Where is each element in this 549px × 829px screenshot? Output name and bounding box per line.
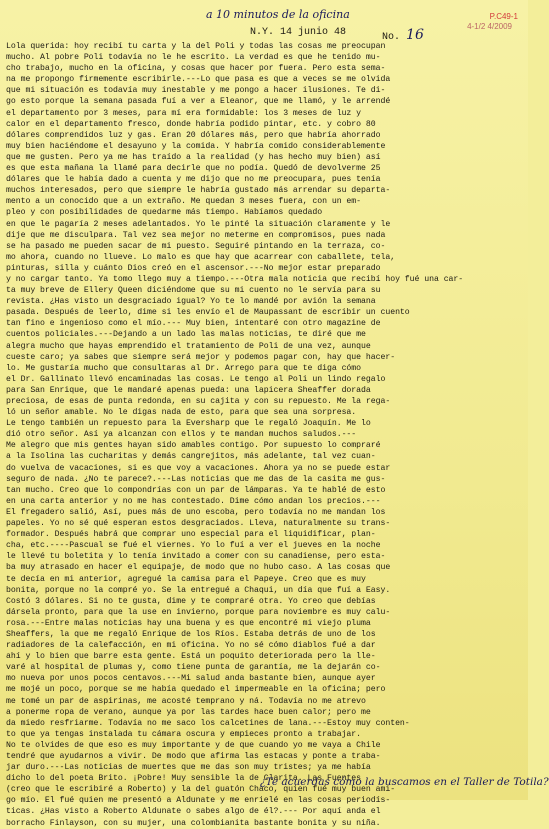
body-line: para San Enrique, que le mandaré apenas pueda: una lapicera Sheaffer dorada <box>6 385 371 395</box>
body-line: muy bien haciéndome el desayuno y la comida. Y habría comido considerablemente <box>6 141 386 151</box>
body-line: ló un señor amable. No le digas nada de esto, para que sea una sorpresa. <box>6 408 357 418</box>
body-line: a la Isolina las cucharitas y demás cangrejitos, más adelante, tal vez cuan- <box>6 452 376 462</box>
body-line: muchos interesados, pero que siempre le habría gustado más arrendar su departa- <box>6 186 391 196</box>
body-line: ba muy atrasado en hacer el equipaje, de modo que no hubo caso. A las cosas que <box>6 563 391 573</box>
body-line: Lola querida: hoy recibí tu carta y la del Poli y todas las cosas me preocupan <box>6 42 386 51</box>
body-line: pleo y con posibilidades de quedarme más tiempo. Habíamos quedado <box>6 208 323 218</box>
body-line: dió otro señor. Así ya alcanzan con ellos y te mandan muchos saludos.--- <box>6 430 357 440</box>
body-line: varé al hospital de plumas y, como tiene punta de garantía, me la dejarán co- <box>6 663 381 673</box>
body-line: bonita, porque no la compré yo. Se la entregué a Chaqui, un día que fuí a Easy. <box>6 585 391 595</box>
body-line: dársela pronto, para que la use en invierno, porque para noviembre es muy calu- <box>6 607 391 617</box>
body-line: tendré que ayudarnos a vivir. De modo que afirma las estacas y ponte a traba- <box>6 752 381 761</box>
body-line: calor en el departamento fresco, donde habría podido pintar, etc. y cobro 80 <box>6 119 376 129</box>
letter-number-value: 16 <box>406 27 424 43</box>
archive-reference: P.C49-1 <box>489 12 518 21</box>
body-line: papeles. Yo no sé qué esperan estos desgraciados. Lleva, naturalmente su trans- <box>6 519 391 529</box>
body-line: tan mucho. Creo que lo compondrías con un par de lámparas. Ya te hablé de esto <box>6 485 386 495</box>
body-line: me tomé un par de aspirinas, me acosté temprano y ná. Todavía no me atrevo <box>6 696 366 706</box>
handwritten-postscript: ¿Te acuerdas cómo la buscamos en el Taller de Totila? <box>260 776 549 788</box>
body-line: a ponerme ropa de verano, aunque ya por las tardes hace buen calor; pero me <box>6 707 371 717</box>
body-line: No te olvides de que eso es muy importante y de que cuando yo me vaya a Chile <box>6 740 381 750</box>
body-line: mento a un conocido que a un extraño. Me quedan 3 meses fuera, con un em- <box>6 197 362 207</box>
body-line: El fregadero salió, Así, pues más de uno escoba, pero todavía no me mandan los <box>6 507 386 517</box>
body-line: tan fino e ingenioso como el mío.--- Muy bien, intentaré con otro magazine de <box>6 319 381 329</box>
body-line: dólares que le había dado a cuenta y me dijo que no me preocupara, pues tenía <box>6 175 381 185</box>
body-line: Sheaffers, la que me regaló Enrique de los Ríos. Estaba detrás de uno de los <box>6 629 376 639</box>
body-line: se ha pasado me pueden sacar de mi puesto. Seguiré pintando en la terraza, co- <box>6 241 386 251</box>
body-line: ticas. ¿Has visto a Roberto Aldunate o sabes algo de él?.--- Por aquí anda el <box>6 807 381 817</box>
body-line: seguro de nada. ¿No te parece?.---Las noticias que me das de la casita me gus- <box>6 474 386 484</box>
body-line: dije que me disculpara. Tal vez sea mejor no meterme en compromisos, pues nada <box>6 230 386 240</box>
body-line: cha, etc.----Pascual se fué el viernes. Yo lo fuí a ver el jueves en la noche <box>6 541 381 551</box>
body-line: es que esta mañana la llamé para decirle que no podía. Quedó de devolverme 25 <box>6 164 381 174</box>
handwritten-annotation-top: a 10 minutos de la oficina <box>206 8 350 21</box>
body-line: mo ahora, cuando no llueve. Lo malo es que hay que acarrear con caballete, tela, <box>6 252 396 262</box>
body-line: el Dr. Gallinato llevó encaminadas las cosas. Le tengo al Poli un lindo regalo <box>6 374 386 384</box>
body-line: dólares comprendidos luz y gas. Eran 20 dólares más, pero que habría ahorrado <box>6 130 381 140</box>
body-line: el departamento por 3 meses, para mí era formidable: los 3 meses de luz y <box>6 108 362 118</box>
place-date: N.Y. 14 junio 48 <box>250 27 347 38</box>
body-line: borracho Finlayson, con su mujer, una colombianita bastante bonita y su niña. <box>6 818 381 828</box>
body-line: na me propongo firmemente escribirle.---Lo que pasa es que a veces se me olvida <box>6 75 391 85</box>
body-line: alegra mucho que hayas emprendido el tratamiento de Poli de una vez, aunque <box>6 341 371 351</box>
letter-number-label: No. <box>382 32 401 43</box>
body-line: Costó 3 dólares. Si no te gusta, dime y te compraré otra. Yo creo que debías <box>6 596 376 606</box>
body-line: go mío. El fué quien me presentó a Aldunate y me enrielé en las cosas periodís- <box>6 796 391 806</box>
body-line: revista. ¿Has visto un desgraciado igual? Yo te lo mandé por avión la semana <box>6 297 376 307</box>
body-line: radiadores de la calefacción, en mi oficina. Yo no sé cómo diablos fué a dar <box>6 641 376 651</box>
body-line: pinturas, silla y cuánto Dios creó en el ascensor.---No mejor estar preparado <box>6 263 381 273</box>
body-line: cho trabajo, mucho en la oficina, y cosas que hacer por fuera. Pero esta sema- <box>6 64 386 74</box>
body-line: en una carta anterior y no me has contestado. Dime cómo andan los precios.--- <box>6 496 381 506</box>
body-line: rosa.---Entre malas noticias hay una buena y es que encontré mi viejo pluma <box>6 618 371 628</box>
pencil-reference: 4-1/2 4/2009 <box>467 22 512 31</box>
body-line: mo nueva por unos pocos centavos.---Mi salud anda bastante bien, aunque ayer <box>6 674 376 684</box>
letter-body <box>6 41 518 829</box>
body-line: (creo que le escribiré a Roberto) y la del guatón Chaco, quien fué muy buen ami- <box>6 785 396 795</box>
body-line: dicho lo del poeta Brito. ¡Pobre! Muy sensible la de Clarita. Las Fuentes <box>6 774 362 784</box>
body-line: que mi situación es todavía muy inestable y me pongo a hacer ilusiones. Te di- <box>6 86 386 96</box>
letter-header <box>0 8 528 43</box>
body-line: preciosa, de esas de punta redonda, en su cajita y con su repuesto. Me la rega- <box>6 397 391 406</box>
body-line: Me alegro que mis gentes hayan sido amables contigo. Por supuesto lo compraré <box>6 441 381 451</box>
body-line: go esto porque la semana pasada fuí a ver a Eleanor, que me llamó, y le arrendé <box>6 97 391 107</box>
body-line: me mojé un poco, porque se me había quedado el impermeable en la oficina; pero <box>6 685 386 695</box>
body-line: cueste caro; ya sabes que siempre será mejor y podemos pagar con, hay que hacer- <box>6 352 396 362</box>
body-line: cuentos policiales.---Dejando a un lado las malas noticias, te diré que me <box>6 330 366 340</box>
body-line: mucho. Al pobre Poli todavía no le he escrito. La verdad es que he tenido mu- <box>6 53 381 63</box>
body-line: que me gusten. Pero ya me has traído a la realidad (y has hecho muy bien) así <box>6 152 381 162</box>
body-line: lo. Me gustaría mucho que consultaras al Dr. Arrego para que te diga cómo <box>6 363 362 373</box>
body-line: ta muy breve de Ellery Queen diciéndome que su mi cuento no le servía para su <box>6 286 381 296</box>
body-line: en que le pagaría 2 meses adelantados. Yo le pinté la situación claramente y le <box>6 219 391 229</box>
body-line: jar duro.---Las noticias de muertes que me das son muy tristes; ya me había <box>6 763 371 773</box>
body-line: pasada. Después de leerlo, dime si les envío el de Maupassant de escribir un cuento <box>6 308 410 318</box>
body-line: to que ya tengas instalada tu cámara oscura y empieces pronto a trabajar. <box>6 729 362 739</box>
body-line: le llevé tu boletita y lo tenía invitado a comer con su canadiense, pero esta- <box>6 552 386 562</box>
body-line: ahí y lo bien que barre esta gente. Está un poquito deteriorada pero la lle- <box>6 652 376 662</box>
body-line: Le tengo también un repuesto para la Eversharp que le regaló Joaquín. Me lo <box>6 419 371 429</box>
body-line: y no cargar tanto. Ya tomo llego muy a tiempo.---Otra mala noticia que recibí hoy fué una car- <box>6 274 464 284</box>
body-line: da miedo resfriarme. Todavía no me saco los calcetines de lana.---Estoy muy conten- <box>6 718 410 728</box>
body-line: formador. Después habrá que comprar uno especial para el liquidificar, plan- <box>6 530 376 540</box>
body-line: te decía en mi anterior, agregué la camisa para el Papeye. Creo que es muy <box>6 574 366 584</box>
body-line: do vuelva de vacaciones, si es que voy a vacaciones. Ahora ya no se puede estar <box>6 463 391 473</box>
